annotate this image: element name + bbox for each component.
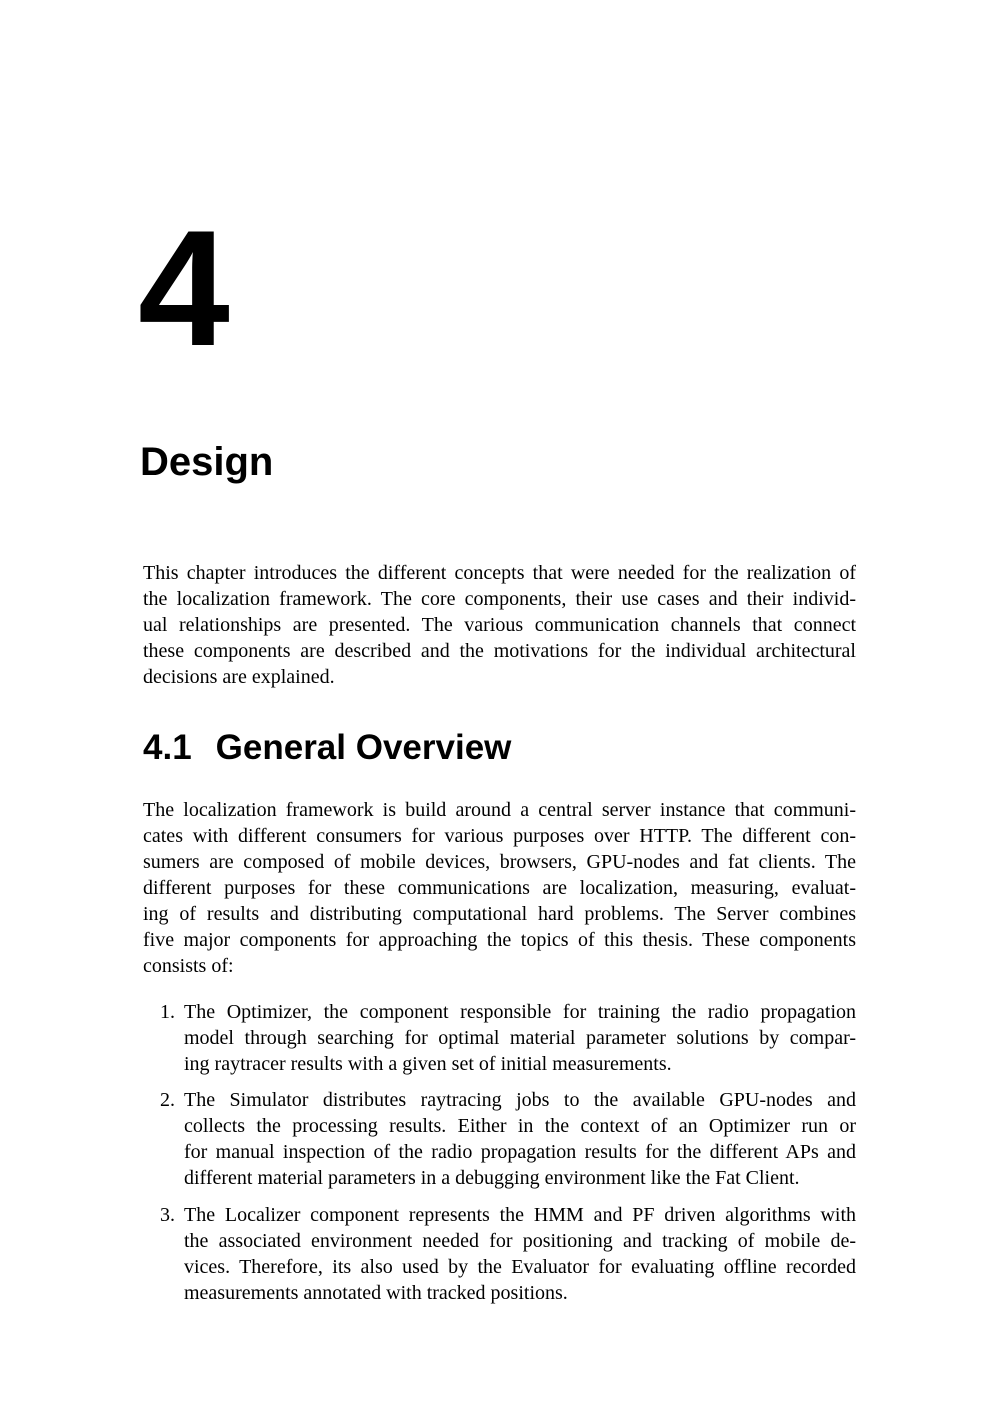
section-title: General Overview	[215, 728, 512, 767]
list-item-line: vices. Therefore, its also used by the Evaluator for evaluating offline recorded	[184, 1256, 856, 1278]
list-item	[143, 1087, 856, 1191]
list-item	[143, 1202, 856, 1306]
list-item-line: The Simulator distributes raytracing jobs to the available GPU-nodes and	[184, 1089, 856, 1111]
paragraph-line: cates with different consumers for various purposes over HTTP. The different con-	[143, 825, 856, 847]
list-item-line: collects the processing results. Either in the context of an Optimizer run or	[184, 1115, 856, 1137]
list-item-line: measurements annotated with tracked positions.	[184, 1282, 568, 1304]
list-item	[143, 999, 856, 1077]
paragraph-line: ing of results and distributing computational hard problems. The Server combines	[143, 903, 856, 925]
list-item-marker: 3.	[160, 1204, 175, 1226]
list-item-line: model through searching for optimal material parameter solutions by compar-	[184, 1027, 856, 1049]
section-paragraph	[143, 797, 856, 979]
list-item-marker: 1.	[160, 1001, 175, 1023]
paragraph-line: the localization framework. The core components, their use cases and their individ-	[143, 588, 856, 610]
list-item-line: The Optimizer, the component responsible for training the radio propagation	[184, 1001, 856, 1023]
list-item-line: The Localizer component represents the HMM and PF driven algorithms with	[184, 1204, 856, 1226]
paragraph-line: consists of:	[143, 955, 234, 977]
chapter-number: 4	[138, 196, 230, 380]
paragraph-line: This chapter introduces the different concepts that were needed for the realization of	[143, 562, 856, 584]
paragraph-line: sumers are composed of mobile devices, browsers, GPU-nodes and fat clients. The	[143, 851, 856, 873]
list-item-marker: 2.	[160, 1089, 175, 1111]
paragraph-line: five major components for approaching the topics of this thesis. These components	[143, 929, 856, 951]
paragraph-line: ual relationships are presented. The various communication channels that connect	[143, 614, 856, 636]
list-item-line: the associated environment needed for positioning and tracking of mobile de-	[184, 1230, 856, 1252]
chapter-title: Design	[140, 440, 274, 484]
list-item-line: for manual inspection of the radio propagation results for the different APs and	[184, 1141, 856, 1163]
paragraph-line: these components are described and the motivations for the individual architectural	[143, 640, 856, 662]
intro-paragraph	[143, 560, 856, 690]
section-heading	[143, 727, 511, 769]
paragraph-line: different purposes for these communications are localization, measuring, evaluat-	[143, 877, 856, 899]
section-number: 4.1	[143, 728, 192, 767]
paragraph-line: The localization framework is build around a central server instance that communi-	[143, 799, 856, 821]
list-item-line: different material parameters in a debugging environment like the Fat Client.	[184, 1167, 800, 1189]
paragraph-line: decisions are explained.	[143, 666, 335, 688]
list-item-line: ing raytracer results with a given set of initial measurements.	[184, 1053, 672, 1075]
